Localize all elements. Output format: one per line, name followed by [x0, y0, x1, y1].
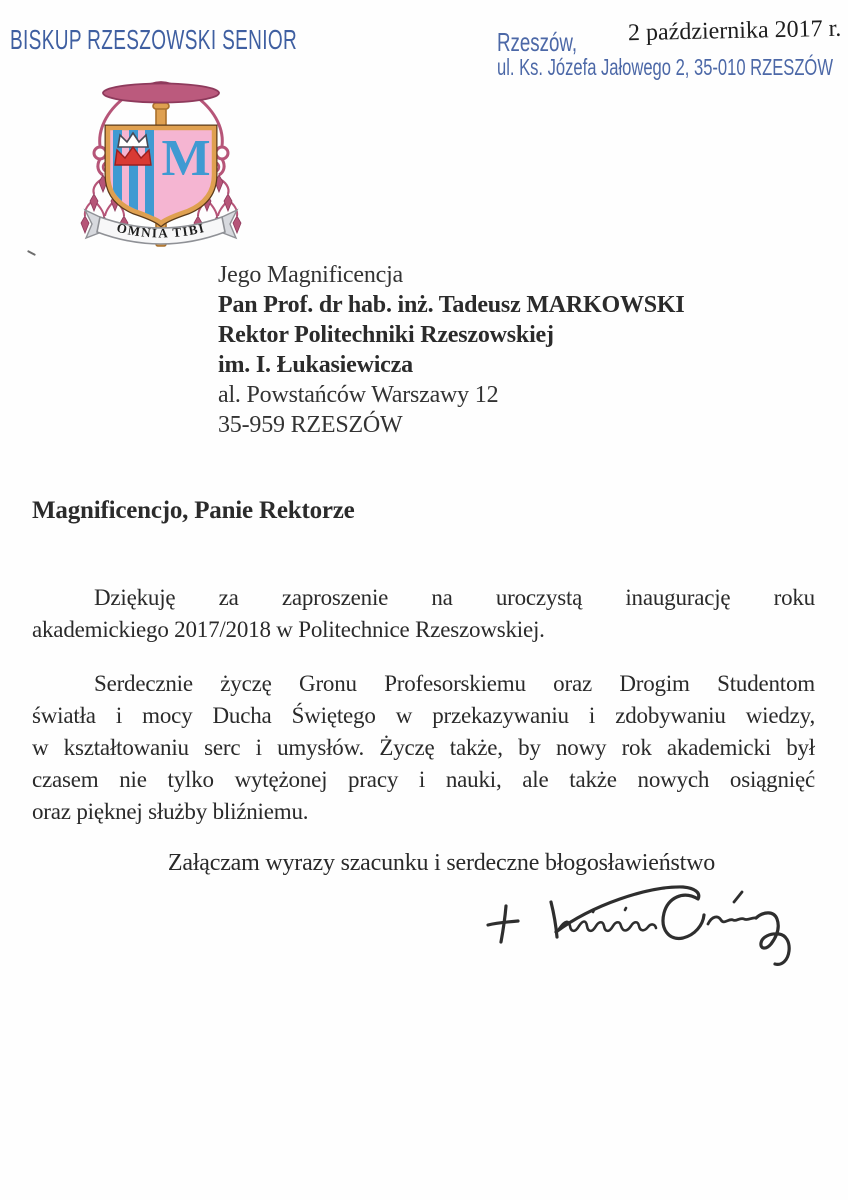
paragraph-line: Serdecznie życzę Gronu Profesorskiemu oraz Drogim Studentom [94, 671, 815, 696]
motto-text: OMNIA TIBI [115, 219, 207, 241]
handwritten-signature [472, 876, 807, 976]
letter-date: 2 października 2017 r. [627, 15, 842, 47]
paragraph-line: w kształtowaniu serc i umysłów. Życzę także, by nowy rok akademicki był [32, 735, 815, 760]
recipient-line: Jego Magnificencja [218, 262, 403, 288]
recipient-block [218, 260, 685, 440]
paragraph-1 [32, 582, 815, 646]
letterhead-address: ul. Ks. Józefa Jałowego 2, 35-010 RZESZÓW [497, 54, 833, 80]
scan-artifact [27, 250, 36, 256]
closing-line: Załączam wyrazy szacunku i serdeczne błogosławieństwo [167, 850, 716, 876]
paragraph-2 [32, 668, 815, 828]
paragraph-line: Dziękuję za zaproszenie na uroczystą inaugurację roku [94, 585, 815, 610]
galero-hat-icon [103, 82, 219, 103]
paragraph-line: czasem nie tylko wytężonej pracy i nauki, ale także nowych osiągnięć [32, 767, 815, 792]
salutation: Magnificencjo, Panie Rektorze [32, 497, 355, 524]
marian-monogram: M [161, 130, 211, 187]
recipient-title: Rektor Politechniki Rzeszowskiej [218, 322, 554, 348]
paragraph-line: oraz pięknej służby bliźniemu. [32, 799, 309, 824]
signature-text [0, 0, 1, 1]
recipient-street: al. Powstańców Warszawy 12 [218, 382, 499, 408]
bishop-coat-of-arms-icon [66, 72, 256, 262]
recipient-city: 35-959 RZESZÓW [218, 412, 403, 438]
sender-title: BISKUP RZESZOWSKI SENIOR [10, 24, 298, 55]
paragraph-line: akademickiego 2017/2018 w Politechnice Rzeszowskiej. [32, 617, 545, 642]
recipient-name: Pan Prof. dr hab. inż. Tadeusz MARKOWSKI [218, 292, 685, 318]
shield-icon [108, 128, 214, 223]
recipient-institution: im. I. Łukasiewicza [218, 352, 413, 378]
letterhead-city: Rzeszów, [497, 27, 578, 57]
paragraph-line: światła i mocy Ducha Świętego w przekazywaniu i zdobywaniu wiedzy, [32, 703, 815, 728]
